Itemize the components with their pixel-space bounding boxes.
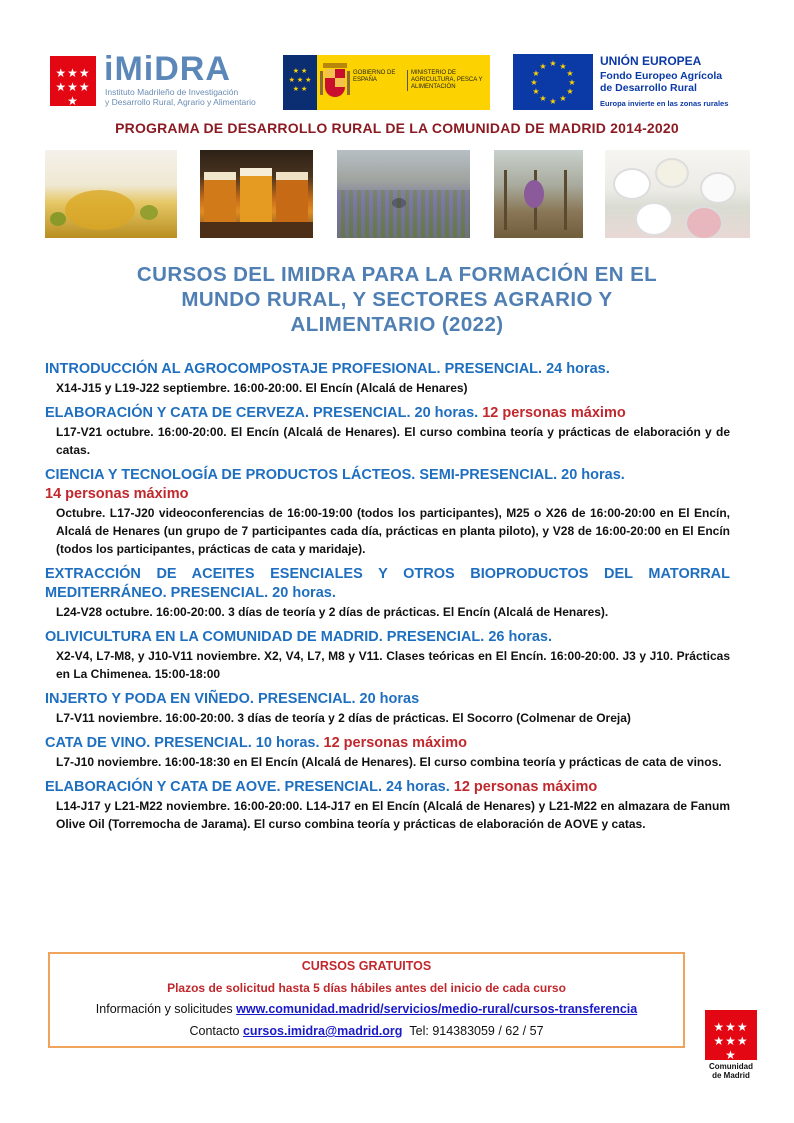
info-link[interactable]: www.comunidad.madrid/servicios/medio-rural/cursos-transferencia xyxy=(236,1002,638,1016)
application-deadline: Plazos de solicitud hasta 5 días hábiles antes del inicio de cada curso xyxy=(167,981,566,995)
contact-email-link[interactable]: cursos.imidra@madrid.org xyxy=(242,1024,403,1038)
course-description: X14-J15 y L19-J22 septiembre. 16:00-20:00. El Encín (Alcalá de Henares) xyxy=(56,381,468,395)
course-item xyxy=(45,628,730,683)
svg-text:★: ★ xyxy=(559,94,567,103)
comunidad-madrid-label xyxy=(700,1062,762,1080)
course-description: L7-V11 noviembre. 16:00-20:00. 3 días de teoría y 2 días de prácticas. El Socorro (Colmenar de Oreja) xyxy=(56,711,631,725)
contact-phone: Tel: 914383059 / 62 / 57 xyxy=(409,1024,544,1038)
comunidad-madrid-flag-logo xyxy=(705,1010,757,1060)
spain-coat-of-arms-icon xyxy=(319,61,351,103)
title-line-1: CURSOS DEL IMIDRA PARA LA FORMACIÓN EN EL xyxy=(136,263,658,286)
contact-label: Contacto xyxy=(189,1024,240,1038)
imidra-logo-subtitle xyxy=(105,87,265,107)
course-title-text: ELABORACIÓN Y CATA DE CERVEZA. PRESENCIAL. 20 horas. xyxy=(45,405,479,421)
course-item xyxy=(45,778,730,833)
cm-line-2: de Madrid xyxy=(712,1071,750,1080)
photo-beer-glasses xyxy=(200,150,313,238)
course-title-text: CATA DE VINO. PRESENCIAL. 10 horas. xyxy=(45,735,320,751)
page-title xyxy=(40,262,754,337)
svg-text:★: ★ xyxy=(530,78,538,87)
imidra-logo-name: iMiDRA xyxy=(104,50,231,88)
course-title-text: EXTRACCIÓN DE ACEITES ESENCIALES Y OTROS BIOPRODUCTOS DEL MATORRAL MEDITERRÁNEO. PRESENCIAL. 20 horas. xyxy=(45,566,730,601)
course-title-text: INTRODUCCIÓN AL AGROCOMPOSTAJE PROFESIONAL. PRESENCIAL. 24 horas. xyxy=(45,361,610,377)
course-description: Octubre. L17-J20 videoconferencias de 16:00-19:00 (todos los participantes), M25 o X26 de 16:00-20:00 en El Encín, Alcalá de Henares (un grupo de 7 participantes cada día, prácticas en planta piloto), y V28 de 16:00-20:00 en El Encín (todos los participantes, prácticas de cata y maridaje). xyxy=(56,506,730,556)
course-title xyxy=(45,778,730,797)
course-description: X2-V4, L7-M8, y J10-V11 noviembre. X2, V4, L7, M8 y V11. Clases teóricas en El Encín. 16:00-20:00. J3 y J10. Prácticas en La Chimenea. 15:00-18:00 xyxy=(56,649,730,681)
svg-text:★: ★ xyxy=(549,97,557,106)
free-courses-heading: CURSOS GRATUITOS xyxy=(301,959,432,973)
title-line-2: MUNDO RURAL, Y SECTORES AGRARIO Y xyxy=(181,288,613,311)
ministry-label: MINISTERIO DE AGRICULTURA, PESCA Y ALIMENTACIÓN xyxy=(407,70,493,91)
madrid-flag-logo xyxy=(50,56,96,106)
course-item xyxy=(45,466,730,558)
photo-olive-oil xyxy=(45,150,177,238)
course-title xyxy=(45,690,730,709)
course-title-text: ELABORACIÓN Y CATA DE AOVE. PRESENCIAL. 24 horas. xyxy=(45,779,450,795)
info-line xyxy=(50,1001,683,1018)
info-label: Información y solicitudes xyxy=(95,1002,233,1016)
course-description: L14-J17 y L21-M22 noviembre. 16:00-20:00. L14-J17 en El Encín (Alcalá de Henares) y L21-M22 en almazara de Fanum Olive Oil (Torremocha de Jarama). El curso combina teoría y prácticas de elaboración de AOVE y catas. xyxy=(56,799,730,831)
svg-text:★: ★ xyxy=(532,87,540,96)
government-logo xyxy=(283,55,490,110)
course-title xyxy=(45,404,730,423)
course-description: L17-V21 octubre. 16:00-20:00. El Encín (Alcalá de Henares). El curso combina teoría y prácticas de elaboración y de catas. xyxy=(56,425,730,457)
imidra-sub-line-1: Instituto Madrileño de Investigación xyxy=(105,87,239,97)
course-title-text: CIENCIA Y TECNOLOGÍA DE PRODUCTOS LÁCTEOS. SEMI-PRESENCIAL. 20 horas. xyxy=(45,467,625,483)
info-box xyxy=(48,952,685,1048)
svg-text:★: ★ xyxy=(539,94,547,103)
eu-title: UNIÓN EUROPEA xyxy=(600,54,702,68)
course-title xyxy=(45,734,730,753)
course-title xyxy=(45,628,730,647)
imidra-sub-line-2: y Desarrollo Rural, Agrario y Alimentario xyxy=(105,97,256,107)
max-participants: 12 personas máximo xyxy=(453,779,598,795)
eu-flag-logo xyxy=(513,54,593,110)
course-title xyxy=(45,565,730,603)
svg-text:★: ★ xyxy=(568,78,576,87)
course-list xyxy=(45,360,730,840)
eu-stripe xyxy=(283,55,317,110)
course-description: L24-V28 octubre. 16:00-20:00. 3 días de teoría y 2 días de prácticas. El Encín (Alcalá de Henares). xyxy=(56,605,609,619)
course-title-text: INJERTO Y PODA EN VIÑEDO. PRESENCIAL. 20 horas xyxy=(45,691,420,707)
photo-vineyard xyxy=(494,150,583,238)
eu-fund-line-2: de Desarrollo Rural xyxy=(600,82,697,94)
course-item xyxy=(45,360,730,397)
cm-line-1: Comunidad xyxy=(709,1062,753,1071)
eu-fund-line-1: Fondo Europeo Agrícola xyxy=(600,70,723,82)
max-participants: 12 personas máximo xyxy=(482,405,626,421)
course-item xyxy=(45,404,730,459)
max-participants: 12 personas máximo xyxy=(323,735,467,751)
programa-heading: PROGRAMA DE DESARROLLO RURAL DE LA COMUNIDAD DE MADRID 2014-2020 xyxy=(115,120,679,136)
max-participants: 14 personas máximo xyxy=(45,486,189,502)
svg-text:★: ★ xyxy=(539,62,547,71)
course-title-text: OLIVICULTURA EN LA COMUNIDAD DE MADRID. PRESENCIAL. 26 horas. xyxy=(45,629,552,645)
contact-line xyxy=(50,1023,683,1040)
svg-text:★: ★ xyxy=(559,62,567,71)
gov-label: GOBIERNO DE ESPAÑA xyxy=(353,70,396,83)
course-title xyxy=(45,466,730,485)
svg-text:★: ★ xyxy=(532,69,540,78)
title-line-3: ALIMENTARIO (2022) xyxy=(290,313,504,336)
course-item xyxy=(45,565,730,621)
svg-text:★: ★ xyxy=(566,87,574,96)
svg-text:★: ★ xyxy=(549,59,557,68)
eu-slogan: Europa invierte en las zonas rurales xyxy=(600,99,729,108)
eu-stars-circle-icon xyxy=(513,54,593,110)
svg-text:★: ★ xyxy=(566,69,574,78)
photo-lavender xyxy=(337,150,470,238)
course-title xyxy=(45,360,730,379)
eu-fund-name xyxy=(600,70,760,94)
course-description: L7-J10 noviembre. 16:00-18:30 en El Encín (Alcalá de Henares). El curso combina teoría y prácticas de cata de vinos. xyxy=(56,755,722,769)
photo-dairy-products xyxy=(605,150,750,238)
eu-stars-icon: ★ ★ ★ ★ ★ ★ ★ xyxy=(288,68,312,93)
course-item xyxy=(45,734,730,771)
stars-icon: ★★★ ★★★ ★ xyxy=(713,1020,749,1062)
course-item xyxy=(45,690,730,727)
stars-icon: ★★★ ★★★ ★ xyxy=(55,66,91,108)
